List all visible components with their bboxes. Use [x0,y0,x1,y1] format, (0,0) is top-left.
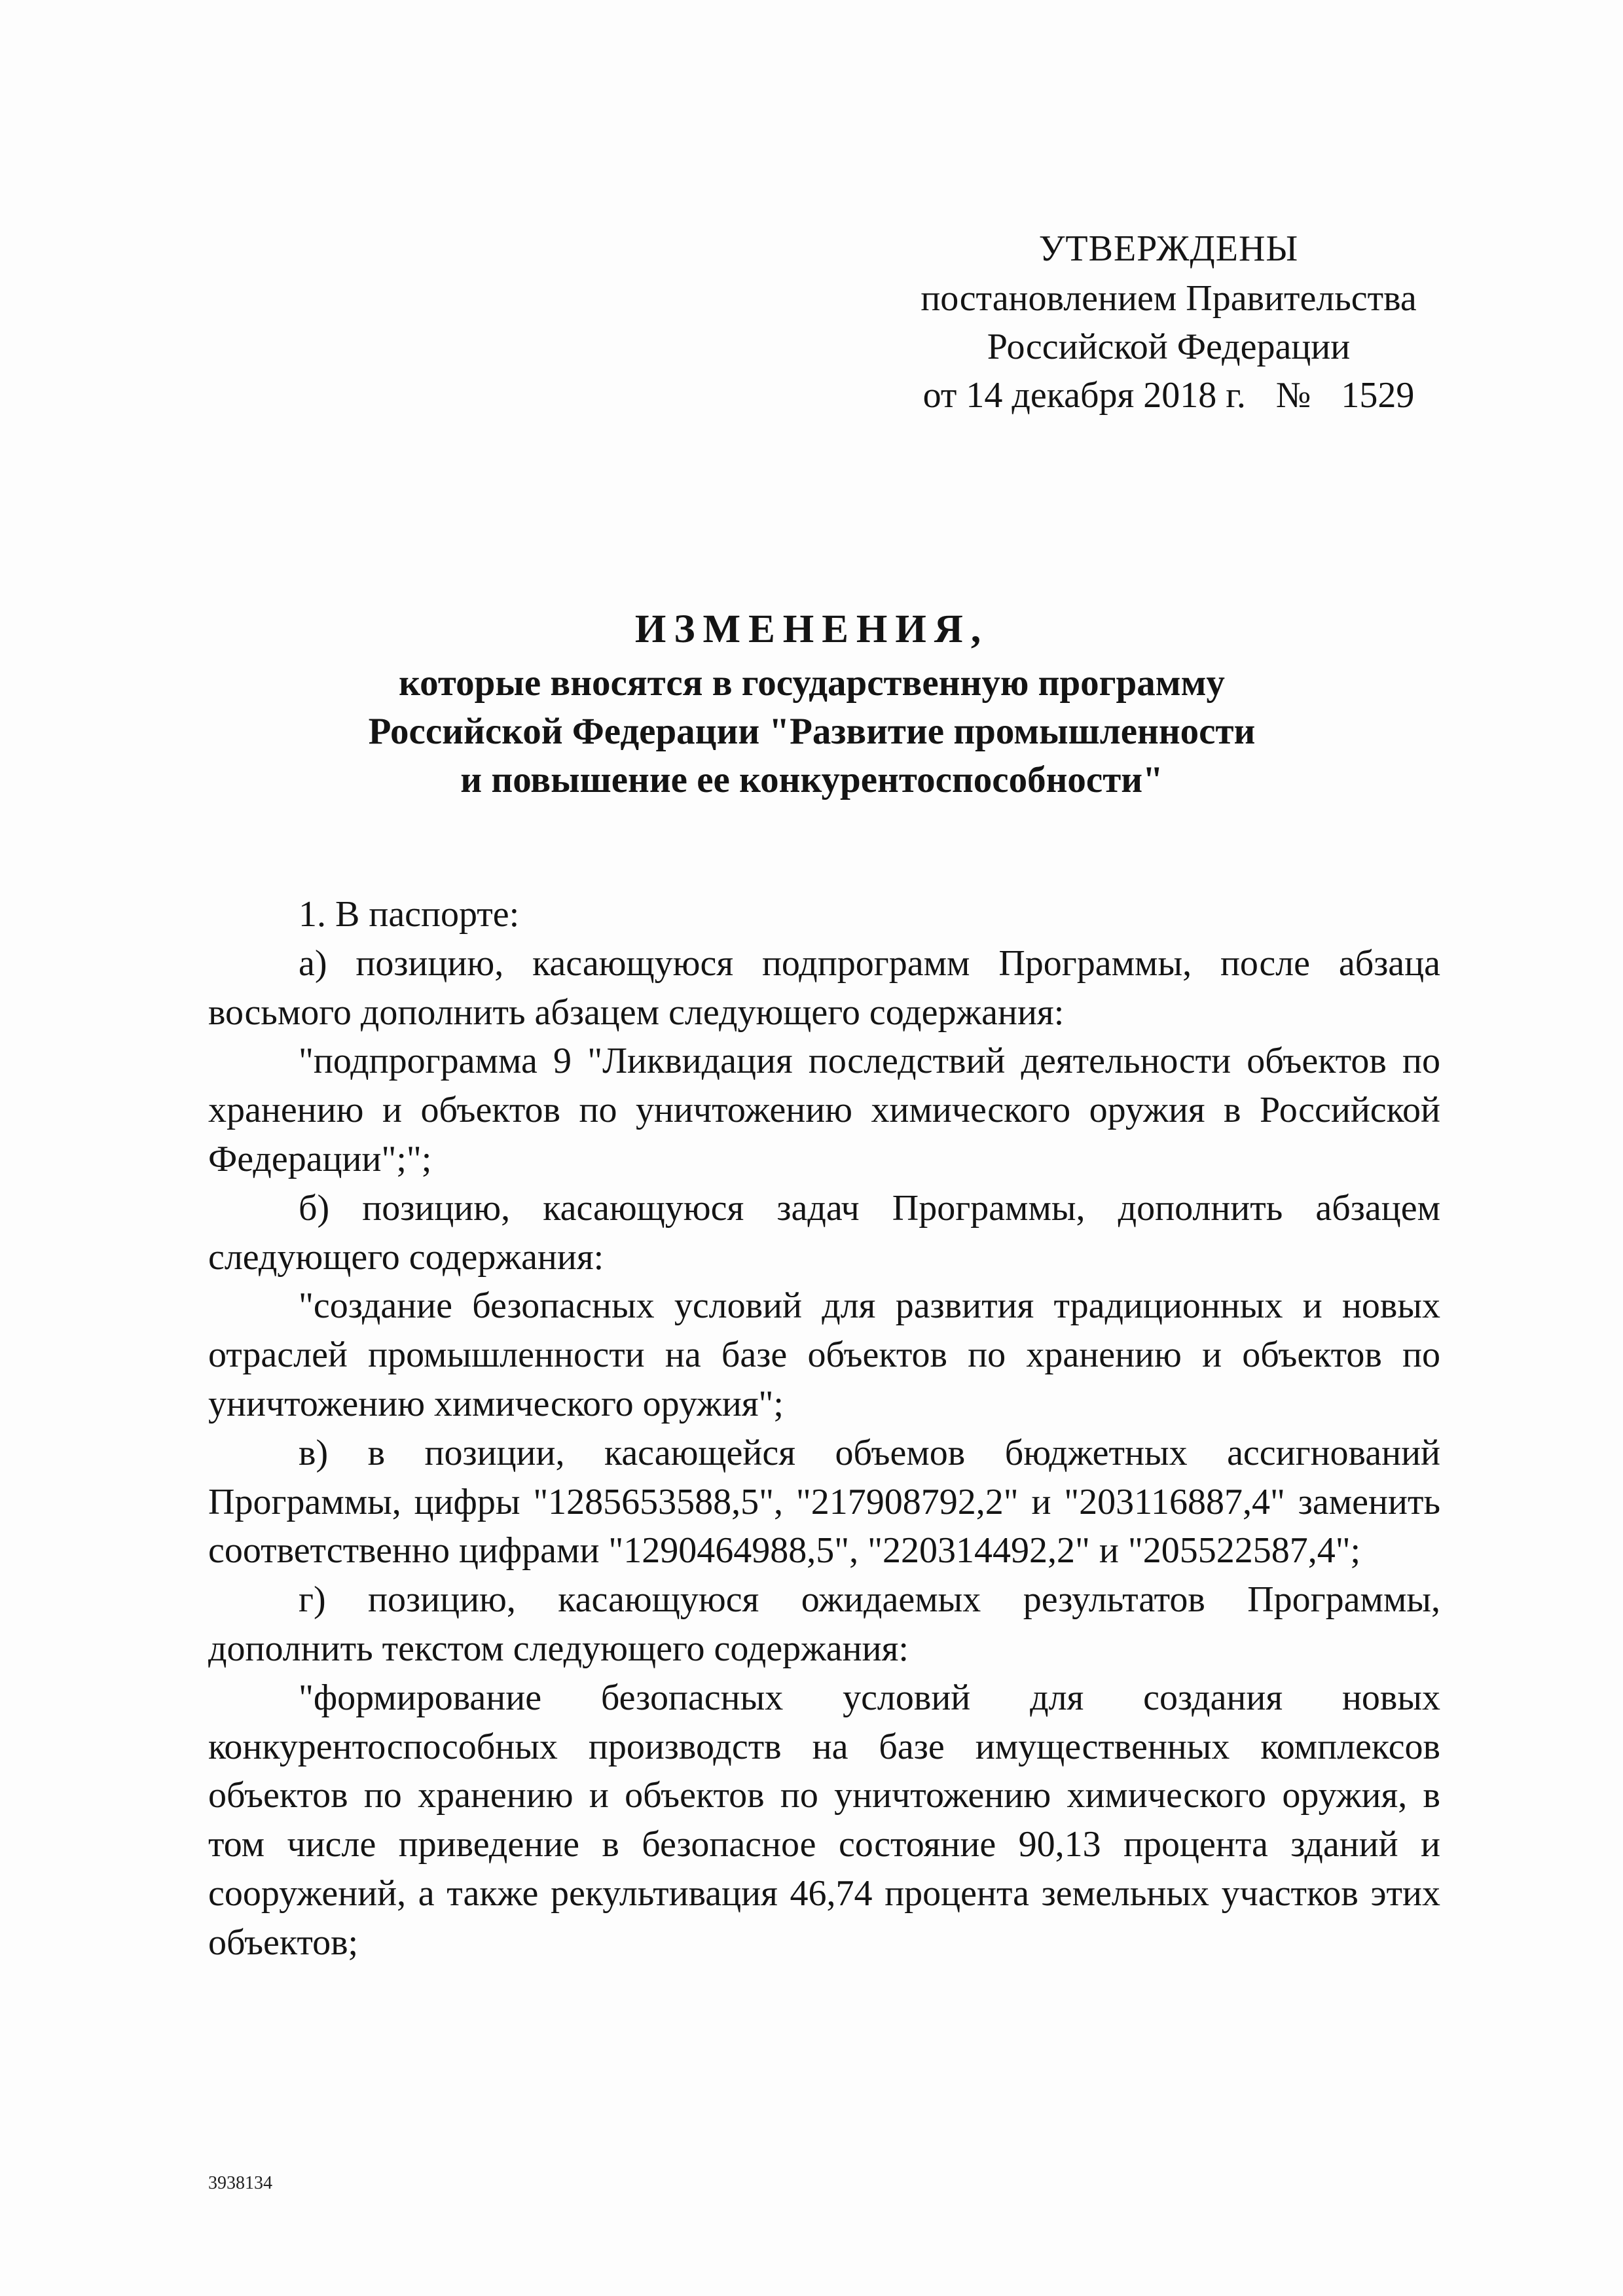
paragraph-7: г) позицию, касающуюся ожидаемых результатов Программы, дополнить текстом следующего содержания: [208,1579,1440,1669]
approval-block [831,225,1506,418]
document-body [208,890,1440,1967]
approval-title: УТВЕРЖДЕНЫ [1038,228,1299,269]
paragraph-3: "подпрограмма 9 "Ликвидация последствий деятельности объектов по хранению и объектов по уничтожению химического оружия в Российской Федерации";"; [208,1041,1440,1179]
heading-title: ИЗМЕНЕНИЯ, [634,607,989,651]
paragraph-4: б) позицию, касающуюся задач Программы, дополнить абзацем следующего содержания: [208,1187,1440,1278]
approval-line-1: постановлением Правительства [921,278,1417,319]
paragraph-8: "формирование безопасных условий для создания новых конкурентоспособных производств на базе имущественных комплексов объектов по хранению и объектов по уничтожению химического оружия, в том числе приведение в безопасное состояние 90,13 процента зданий и сооружений, а также рекультивация 46,74 процента земельных участков этих объектов; [208,1677,1440,1963]
paragraph-5: "создание безопасных условий для развития традиционных и новых отраслей промышленности на базе объектов по хранению и объектов по уничтожению химического оружия"; [208,1285,1440,1424]
approval-line-2: Российской Федерации [987,327,1351,367]
heading-line-2: Российской Федерации "Развитие промышленности [368,711,1256,752]
approval-number: 1529 [1341,375,1415,416]
document-heading [196,605,1427,804]
paragraph-1: 1. В паспорте: [299,894,520,935]
heading-line-3: и повышение ее конкурентоспособности" [460,759,1163,800]
approval-number-sign: № [1275,375,1311,416]
paragraph-6: в) в позиции, касающейся объемов бюджетных ассигнований Программы, цифры "1285653588,5", "217908792,2" и "203116887,4" заменить соответственно цифрами "1290464988,5", "220314492,2" и "205522587,4"; [208,1432,1440,1571]
document-number: 3938134 [208,2173,272,2193]
approval-line-3 [831,373,1506,418]
heading-line-1: которые вносятся в государственную программу [399,662,1225,704]
paragraph-2: а) позицию, касающуюся подпрограмм Программы, после абзаца восьмого дополнить абзацем следующего содержания: [208,942,1440,1033]
approval-date: от 14 декабря 2018 г. [922,375,1246,416]
